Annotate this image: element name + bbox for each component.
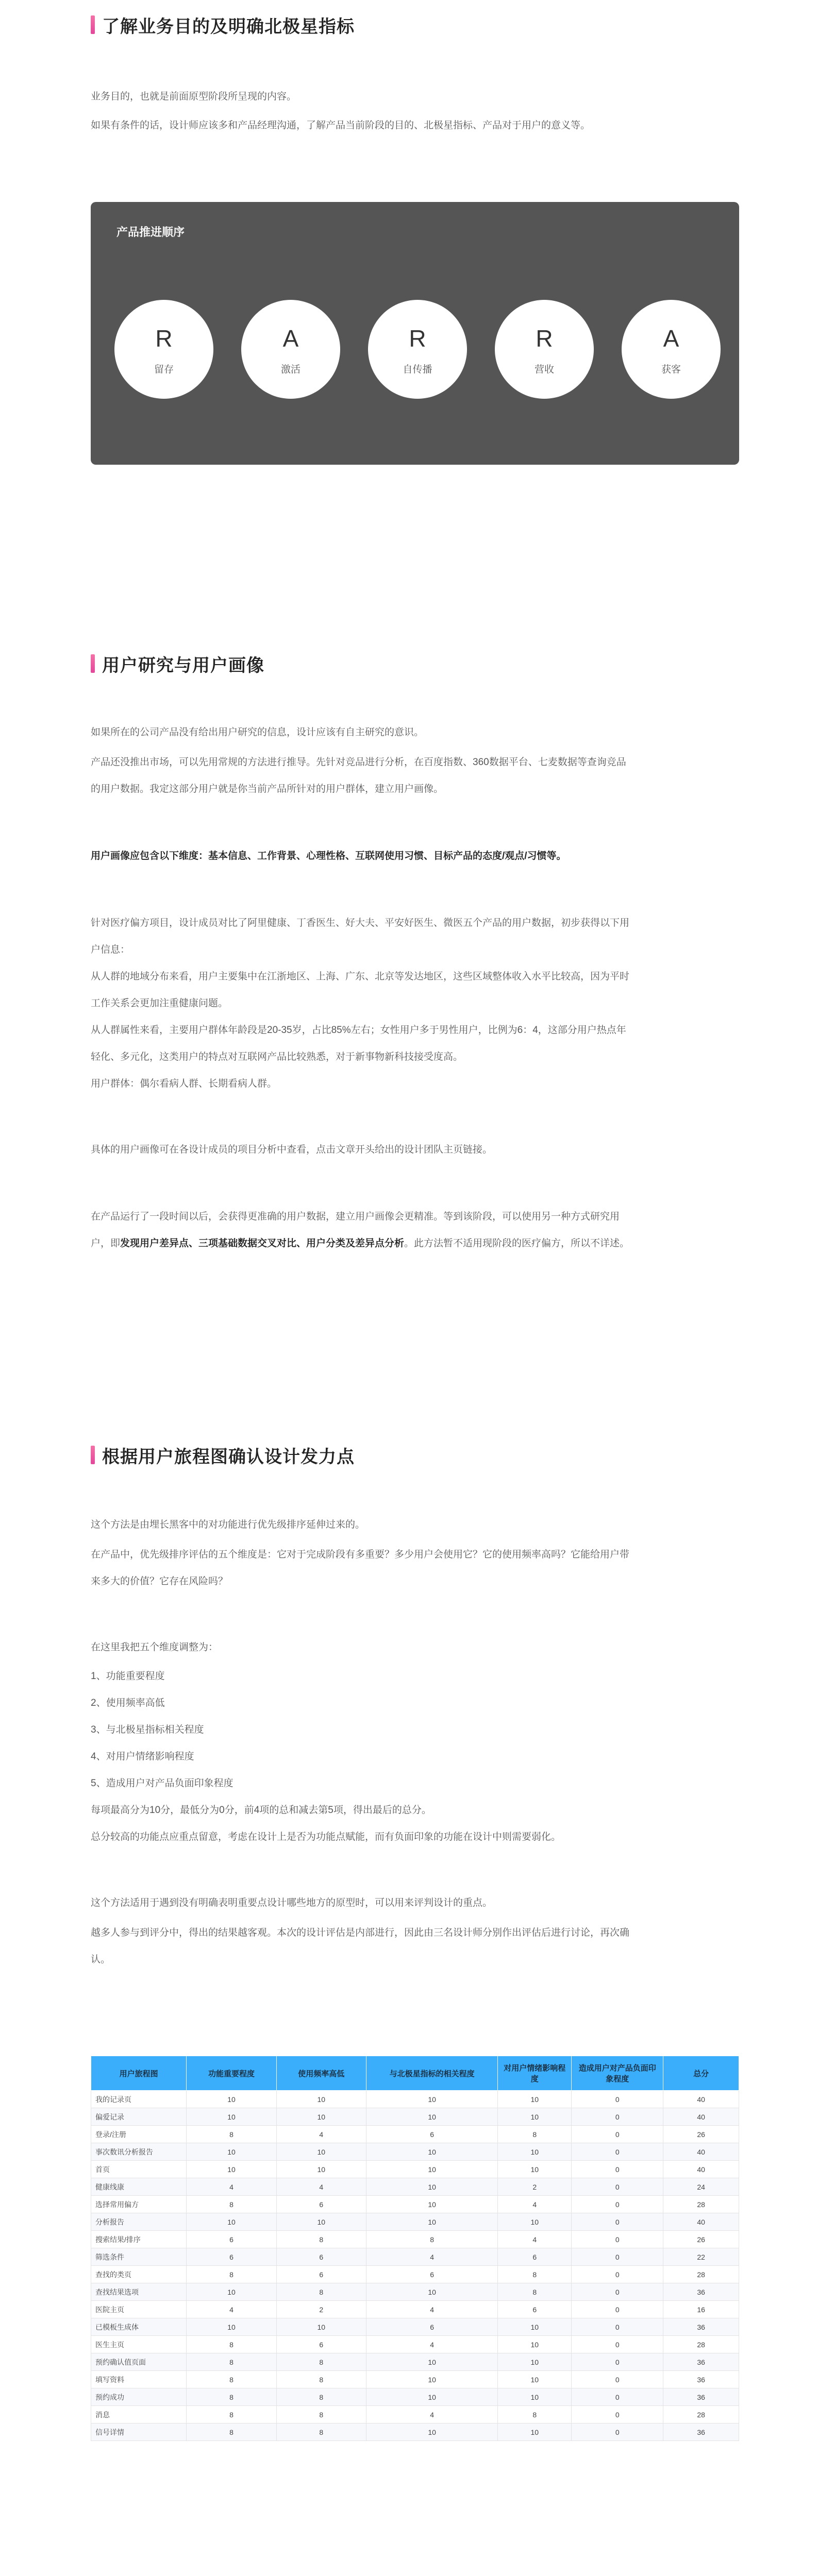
score-cell: 10 [187,2091,276,2108]
paragraph: 认。 [91,1954,111,1965]
score-cell: 6 [276,2336,366,2353]
score-cell: 8 [276,2283,366,2301]
score-cell: 0 [572,2388,663,2406]
score-cell: 8 [276,2371,366,2388]
table-row [91,2353,739,2371]
row-label-cell: 搜索结果/排序 [91,2231,187,2248]
row-label-cell: 已模板生成体 [91,2318,187,2336]
score-cell: 28 [663,2196,739,2213]
section-business-goal [91,12,739,37]
step-label: 激活 [280,364,301,375]
title-accent-bar [91,15,95,34]
title-accent-bar [91,654,95,673]
score-cell: 16 [663,2301,739,2318]
score-cell: 36 [663,2424,739,2441]
dimension-item: 2、使用频率高低 [91,1698,165,1708]
table-row [91,2213,739,2231]
score-cell: 10 [187,2213,276,2231]
table-row [91,2161,739,2178]
step-label: 获客 [661,364,681,375]
title-accent-bar [91,1446,95,1464]
section-heading: 根据用户旅程图确认设计发力点 [102,1447,355,1467]
score-cell: 0 [572,2406,663,2424]
score-cell: 10 [366,2091,497,2108]
row-label-cell: 预约确认值页面 [91,2353,187,2371]
funnel-step-retention [114,300,213,399]
score-cell: 10 [498,2318,572,2336]
table-row [91,2406,739,2424]
score-cell: 8 [276,2424,366,2441]
score-cell: 10 [366,2161,497,2178]
funnel-step-referral [368,300,467,399]
table-row [91,2091,739,2108]
score-cell: 8 [187,2353,276,2371]
score-cell: 10 [366,2108,497,2126]
section-title [91,12,739,37]
score-cell: 10 [498,2143,572,2161]
step-letter: R [536,325,553,352]
score-cell: 10 [366,2353,497,2371]
score-cell: 8 [187,2126,276,2143]
score-cell: 0 [572,2371,663,2388]
row-label-cell: 填写资料 [91,2371,187,2388]
paragraph: 针对医疗偏方项目，设计成员对比了阿里健康、丁香医生、好大夫、平安好医生、微医五个产品的用户数据，初步获得以下用 [91,918,630,928]
score-cell: 6 [498,2301,572,2318]
column-header: 与北极星指标的相关程度 [366,2056,497,2091]
score-cell: 6 [276,2196,366,2213]
paragraph: 每项最高分为10分，最低分为0分，前4项的总和减去第5项，得出最后的总分。 [91,1805,431,1816]
score-cell: 6 [498,2248,572,2266]
score-cell: 10 [498,2336,572,2353]
score-cell: 36 [663,2283,739,2301]
row-label-cell: 事次数讯分析报告 [91,2143,187,2161]
score-cell: 0 [572,2336,663,2353]
table-row [91,2178,739,2196]
score-cell: 10 [366,2283,497,2301]
score-cell: 10 [366,2388,497,2406]
step-letter: A [282,325,299,352]
score-cell: 10 [498,2371,572,2388]
dimension-item: 4、对用户情绪影响程度 [91,1751,194,1762]
score-cell: 8 [187,2424,276,2441]
score-cell: 8 [498,2406,572,2424]
paragraph: 越多人参与到评分中，得出的结果越客观。本次的设计评估是内部进行，因此由三名设计师分别作出评估后进行讨论，再次确 [91,1927,630,1938]
score-cell: 0 [572,2301,663,2318]
paragraph: 具体的用户画像可在各设计成员的项目分析中查看，点击文章开头给出的设计团队主页链接。 [91,1144,493,1155]
score-cell: 10 [276,2161,366,2178]
table-row [91,2266,739,2283]
table-header-row [91,2056,739,2091]
scoring-table-wrapper [91,2056,739,2441]
score-cell: 6 [276,2248,366,2266]
score-cell: 8 [498,2283,572,2301]
score-cell: 4 [498,2231,572,2248]
score-cell: 10 [366,2371,497,2388]
score-cell: 8 [187,2371,276,2388]
paragraph: 这个方法适用于遇到没有明确表明重要点设计哪些地方的原型时，可以用来评判设计的重点。 [91,1897,493,1908]
step-letter: A [663,325,679,352]
table-row [91,2424,739,2441]
score-cell: 40 [663,2213,739,2231]
section-title [91,651,739,676]
paragraph: 这个方法是由埋长黑客中的对功能进行优先级排序延伸过来的。 [91,1519,365,1530]
score-cell: 4 [276,2178,366,2196]
score-cell: 0 [572,2248,663,2266]
score-cell: 24 [663,2178,739,2196]
table-row [91,2283,739,2301]
paragraph: 在产品运行了一段时间以后，会获得更准确的用户数据，建立用户画像会更精准。等到该阶段，可以使用另一种方式研究用 [91,1211,620,1222]
score-cell: 0 [572,2126,663,2143]
score-cell: 10 [498,2424,572,2441]
score-cell: 8 [187,2406,276,2424]
section-journey-map [91,1443,739,1467]
score-cell: 28 [663,2266,739,2283]
persona-dimensions: 用户画像应包含以下维度：基本信息、工作背景、心理性格、互联网使用习惯、目标产品的态度/观点/习惯等。 [91,851,566,861]
paragraph: 用户群体：偶尔看病人群、长期看病人群。 [91,1078,277,1089]
score-cell: 28 [663,2406,739,2424]
column-header: 功能重要程度 [187,2056,276,2091]
row-label-cell: 偏爱记录 [91,2108,187,2126]
score-cell: 4 [276,2126,366,2143]
row-label-cell: 健康线康 [91,2178,187,2196]
dimension-item: 5、造成用户对产品负面印象程度 [91,1778,233,1789]
row-label-cell: 消息 [91,2406,187,2424]
section-title [91,1443,739,1467]
score-cell: 4 [187,2178,276,2196]
paragraph: 轻化、多元化，这类用户的特点对互联网产品比较熟悉，对于新事物新科技接受度高。 [91,1052,463,1062]
score-cell: 10 [366,2178,497,2196]
score-cell: 0 [572,2266,663,2283]
score-cell: 40 [663,2108,739,2126]
step-label: 留存 [154,364,174,375]
row-label-cell: 查找结果选项 [91,2283,187,2301]
table-row [91,2336,739,2353]
row-label-cell: 信号详情 [91,2424,187,2441]
row-label-cell: 我的记录页 [91,2091,187,2108]
paragraph: 总分较高的功能点应重点留意，考虑在设计上是否为功能点赋能，而有负面印象的功能在设计中则需要弱化。 [91,1832,561,1842]
score-cell: 36 [663,2388,739,2406]
paragraph: 从人群的地域分布来看，用户主要集中在江浙地区、上海、广东、北京等发达地区，这些区域整体收入水平比较高，因为平时 [91,971,630,982]
row-label-cell: 医生主页 [91,2336,187,2353]
score-cell: 0 [572,2353,663,2371]
column-header: 用户旅程图 [91,2056,187,2091]
score-cell: 8 [366,2231,497,2248]
score-cell: 4 [366,2406,497,2424]
section-heading: 了解业务目的及明确北极星指标 [102,16,355,37]
score-cell: 2 [276,2301,366,2318]
score-cell: 10 [498,2353,572,2371]
section-user-research [91,651,739,676]
score-cell: 8 [187,2388,276,2406]
score-cell: 10 [276,2318,366,2336]
score-cell: 28 [663,2336,739,2353]
text-run: 户，即 [91,1238,121,1249]
dimension-item: 1、功能重要程度 [91,1671,165,1682]
score-cell: 10 [498,2108,572,2126]
score-cell: 0 [572,2161,663,2178]
score-cell: 8 [276,2231,366,2248]
score-cell: 10 [187,2143,276,2161]
score-cell: 36 [663,2371,739,2388]
table-row [91,2388,739,2406]
step-label: 营收 [534,364,554,375]
score-cell: 8 [276,2388,366,2406]
score-cell: 4 [498,2196,572,2213]
table-row [91,2248,739,2266]
score-cell: 2 [498,2178,572,2196]
paragraph [91,1232,739,1255]
score-cell: 0 [572,2283,663,2301]
funnel-step-activation [241,300,340,399]
score-cell: 40 [663,2161,739,2178]
step-letter: R [409,325,426,352]
row-label-cell: 预约成功 [91,2388,187,2406]
column-header: 总分 [663,2056,739,2091]
score-cell: 6 [276,2266,366,2283]
score-cell: 0 [572,2196,663,2213]
paragraph: 产品还没推出市场，可以先用常规的方法进行推导。先针对竞品进行分析，在百度指数、360数据平台、七麦数据等查询竞品 [91,757,626,768]
paragraph: 户信息： [91,944,130,955]
paragraph: 如果所在的公司产品没有给出用户研究的信息，设计应该有自主研究的意识。 [91,727,424,738]
table-body [91,2091,739,2441]
paragraph: 来多大的价值？它存在风险吗？ [91,1576,228,1587]
score-cell: 10 [366,2196,497,2213]
score-cell: 10 [187,2318,276,2336]
score-cell: 6 [366,2318,497,2336]
score-cell: 26 [663,2231,739,2248]
score-cell: 8 [498,2126,572,2143]
score-cell: 6 [187,2231,276,2248]
row-label-cell: 查找的类页 [91,2266,187,2283]
score-cell: 8 [498,2266,572,2283]
score-cell: 36 [663,2318,739,2336]
score-cell: 0 [572,2231,663,2248]
score-cell: 10 [276,2143,366,2161]
step-label: 自传播 [403,364,432,375]
row-label-cell: 分析报告 [91,2213,187,2231]
paragraph: 在这里我把五个维度调整为： [91,1642,219,1653]
funnel-step-revenue [495,300,594,399]
score-cell: 10 [366,2424,497,2441]
table-row [91,2231,739,2248]
paragraph: 业务目的，也就是前面原型阶段所呈现的内容。 [91,91,297,102]
row-label-cell: 筛选条件 [91,2248,187,2266]
column-header: 对用户情绪影响程度 [498,2056,572,2091]
score-cell: 22 [663,2248,739,2266]
score-cell: 10 [498,2161,572,2178]
score-cell: 36 [663,2353,739,2371]
paragraph: 从人群属性来看，主要用户群体年龄段是20-35岁，占比85%左右；女性用户多于男性用户，比例为6：4，这部分用户热点年 [91,1025,626,1036]
score-cell: 0 [572,2424,663,2441]
score-cell: 8 [187,2196,276,2213]
score-cell: 4 [366,2248,497,2266]
score-cell: 6 [366,2126,497,2143]
paragraph: 工作关系会更加注重健康问题。 [91,998,228,1009]
table-row [91,2371,739,2388]
score-cell: 8 [276,2353,366,2371]
score-cell: 40 [663,2091,739,2108]
score-cell: 10 [187,2161,276,2178]
score-cell: 6 [187,2248,276,2266]
score-cell: 0 [572,2091,663,2108]
row-label-cell: 医院主页 [91,2301,187,2318]
score-cell: 0 [572,2318,663,2336]
table-row [91,2318,739,2336]
score-cell: 0 [572,2143,663,2161]
row-label-cell: 登录/注册 [91,2126,187,2143]
score-cell: 4 [366,2301,497,2318]
funnel-title: 产品推进顺序 [116,226,185,239]
score-cell: 4 [187,2301,276,2318]
score-cell: 6 [366,2266,497,2283]
score-cell: 0 [572,2108,663,2126]
score-cell: 10 [187,2108,276,2126]
score-cell: 10 [498,2388,572,2406]
score-cell: 4 [366,2336,497,2353]
paragraph: 在产品中，优先级排序评估的五个维度是：它对于完成阶段有多重要？多少用户会使用它？它的使用频率高吗？它能给用户带 [91,1549,630,1560]
score-cell: 8 [276,2406,366,2424]
table-row [91,2143,739,2161]
table-row [91,2126,739,2143]
score-cell: 26 [663,2126,739,2143]
score-cell: 10 [498,2091,572,2108]
column-header: 使用频率高低 [276,2056,366,2091]
paragraph: 的用户数据。我定这部分用户就是你当前产品所针对的用户群体，建立用户画像。 [91,784,444,794]
score-cell: 10 [276,2108,366,2126]
row-label-cell: 首页 [91,2161,187,2178]
score-cell: 10 [366,2213,497,2231]
section-heading: 用户研究与用户画像 [102,655,264,675]
table-row [91,2301,739,2318]
score-cell: 10 [366,2143,497,2161]
journey-scoring-table [91,2056,739,2441]
step-letter: R [155,325,173,352]
funnel-step-acquisition [622,300,721,399]
score-cell: 10 [498,2213,572,2231]
table-row [91,2196,739,2213]
score-cell: 0 [572,2178,663,2196]
score-cell: 8 [187,2266,276,2283]
row-label-cell: 选择常用偏方 [91,2196,187,2213]
score-cell: 40 [663,2143,739,2161]
emphasis-text: 发现用户差异点、三项基础数据交叉对比、用户分类及差异点分析 [120,1238,405,1249]
text-run: 。此方法暂不适用现阶段的医疗偏方，所以不详述。 [404,1238,630,1249]
score-cell: 10 [276,2213,366,2231]
dimension-item: 3、与北极星指标相关程度 [91,1724,204,1735]
paragraph: 如果有条件的话，设计师应该多和产品经理沟通，了解产品当前阶段的目的、北极星指标、产品对于用户的意义等。 [91,120,591,131]
table-row [91,2108,739,2126]
score-cell: 10 [276,2091,366,2108]
score-cell: 0 [572,2213,663,2231]
column-header: 造成用户对产品负面印象程度 [572,2056,663,2091]
score-cell: 8 [187,2336,276,2353]
score-cell: 10 [187,2283,276,2301]
aarrr-funnel-card [91,202,739,465]
